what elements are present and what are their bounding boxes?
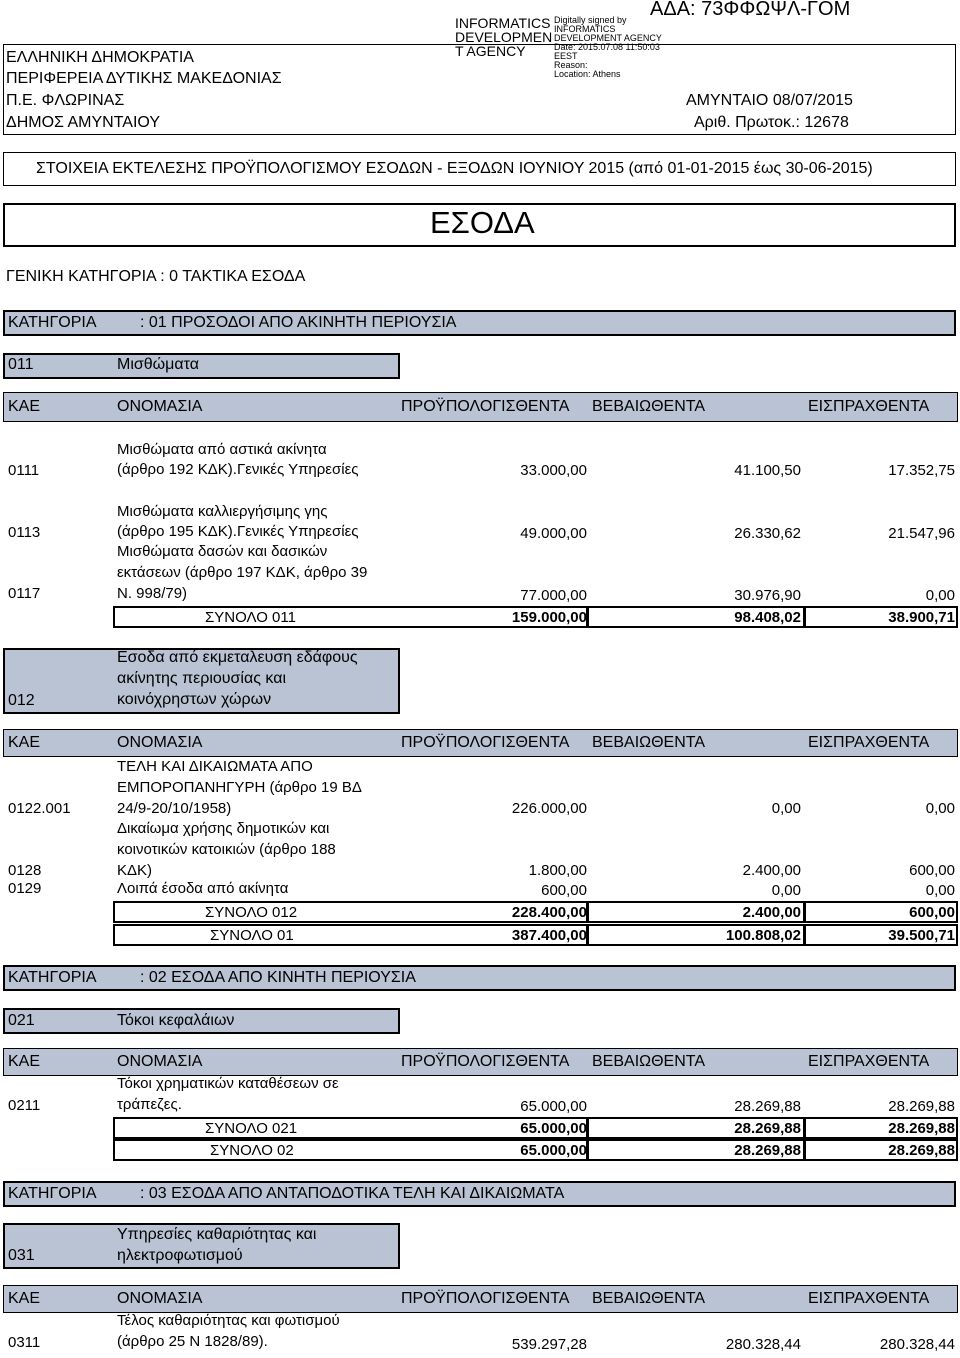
- col-budgeted: ΠΡΟΫΠΟΛΟΓΙΣΘΕΝΤΑ: [401, 1053, 570, 1070]
- subtotal-collected: 38.900,71: [888, 609, 955, 626]
- group-011-name: Μισθώματα: [117, 356, 199, 373]
- col-budgeted: ΠΡΟΫΠΟΛΟΓΙΣΘΕΝΤΑ: [401, 734, 570, 751]
- category-02-title: : 02 ΕΣΟΔΑ ΑΠΟ ΚΙΝΗΤΗ ΠΕΡΙΟΥΣΙΑ: [140, 969, 416, 986]
- col-certified: ΒΕΒΑΙΩΘΕΝΤΑ: [592, 1053, 706, 1070]
- row-name: τράπεζες.: [117, 1096, 182, 1113]
- col-kae: ΚΑΕ: [8, 1053, 41, 1070]
- row-certified: 0,00: [771, 800, 801, 817]
- subtotal-label: ΣΥΝΟΛΟ 021: [205, 1120, 298, 1137]
- row-name: Μισθώματα από αστικά ακίνητα: [117, 441, 327, 458]
- subtotal-label: ΣΥΝΟΛΟ 011: [205, 609, 296, 626]
- col-certified: ΒΕΒΑΙΩΘΕΝΤΑ: [592, 398, 706, 415]
- row-budgeted: 33.000,00: [520, 462, 587, 479]
- signer-org-line: T AGENCY: [455, 43, 526, 59]
- row-budgeted: 49.000,00: [520, 525, 587, 542]
- col-budgeted: ΠΡΟΫΠΟΛΟΓΙΣΘΕΝΤΑ: [401, 398, 570, 415]
- group-021-name: Τόκοι κεφαλάιων: [117, 1012, 235, 1029]
- category-total-label: ΣΥΝΟΛΟ 02: [210, 1142, 294, 1159]
- row-kae: 0122.001: [8, 800, 71, 817]
- group-012-code: 012: [8, 692, 35, 709]
- row-collected: 21.547,96: [888, 525, 955, 542]
- group-031-name: Υπηρεσίες καθαριότητας και: [117, 1226, 317, 1243]
- row-budgeted: 600,00: [541, 882, 587, 899]
- category-label: ΚΑΤΗΓΟΡΙΑ: [8, 1185, 97, 1202]
- subtotal-budgeted: 228.400,00: [511, 904, 587, 921]
- row-name: ΚΔΚ): [117, 862, 153, 879]
- row-kae: 0113: [8, 524, 41, 541]
- row-certified: 26.330,62: [734, 525, 801, 542]
- subtotal-budgeted: 159.000,00: [511, 609, 587, 626]
- subtotal-certified: 28.269,88: [734, 1120, 801, 1137]
- row-name: Λοιπά έσοδα από ακίνητα: [117, 880, 289, 897]
- category-label: ΚΑΤΗΓΟΡΙΑ: [8, 314, 97, 331]
- row-name: ΤΕΛΗ ΚΑΙ ΔΙΚΑΙΩΜΑΤΑ ΑΠΟ: [117, 758, 313, 775]
- signature-line: INFORMATICS: [554, 24, 616, 34]
- row-name: (άρθρο 195 ΚΔΚ).Γενικές Υπηρεσίες: [117, 523, 359, 540]
- row-kae: 0128: [8, 862, 42, 879]
- group-011-box: [3, 353, 400, 379]
- col-collected: ΕΙΣΠΡΑΧΘΕΝΤΑ: [808, 1053, 930, 1070]
- row-budgeted: 539.297,28: [511, 1336, 587, 1353]
- group-031-code: 031: [8, 1247, 35, 1264]
- group-012-name: κοινόχρηστων χώρων: [117, 691, 272, 708]
- general-category: ΓΕΝΙΚΗ ΚΑΤΗΓΟΡΙΑ : 0 ΤΑΚΤΙΚΑ ΕΣΟΔΑ: [6, 268, 306, 285]
- row-collected: 0,00: [925, 882, 955, 899]
- signature-line: Reason:: [554, 60, 588, 70]
- row-collected: 0,00: [925, 587, 955, 604]
- col-collected: ΕΙΣΠΡΑΧΘΕΝΤΑ: [808, 734, 930, 751]
- row-kae: 0311: [8, 1334, 41, 1351]
- category-03-title: : 03 ΕΣΟΔΑ ΑΠΟ ΑΝΤΑΠΟΔΟΤΙΚΑ ΤΕΛΗ ΚΑΙ ΔΙΚΑΙΩΜΑΤΑ: [140, 1185, 565, 1202]
- signature-line: Location: Athens: [554, 69, 621, 79]
- row-name: Μισθώματα δασών και δασικών: [117, 543, 328, 560]
- subtotal-collected: 600,00: [909, 904, 955, 921]
- row-budgeted: 65.000,00: [520, 1098, 587, 1115]
- signature-line: Digitally signed by: [554, 15, 627, 25]
- section-title: ΕΣΟΔΑ: [430, 205, 535, 240]
- col-budgeted: ΠΡΟΫΠΟΛΟΓΙΣΘΕΝΤΑ: [401, 1290, 570, 1307]
- header-line-2: ΠΕΡΙΦΕΡΕΙΑ ΔΥΤΙΚΗΣ ΜΑΚΕΔΟΝΙΑΣ: [6, 70, 282, 87]
- subtotal-budgeted: 65.000,00: [520, 1120, 587, 1137]
- signer-org-line: INFORMATICS: [455, 15, 551, 31]
- group-031-name: ηλεκτροφωτισμού: [117, 1247, 243, 1264]
- row-kae: 0117: [8, 585, 41, 602]
- header-line-3: Π.Ε. ΦΛΩΡΙΝΑΣ: [6, 92, 125, 109]
- col-collected: ΕΙΣΠΡΑΧΘΕΝΤΑ: [808, 398, 930, 415]
- category-label: ΚΑΤΗΓΟΡΙΑ: [8, 969, 97, 986]
- row-name: Ν. 998/79): [117, 585, 188, 602]
- protocol-number: Αριθ. Πρωτοκ.: 12678: [694, 114, 849, 131]
- col-certified: ΒΕΒΑΙΩΘΕΝΤΑ: [592, 734, 706, 751]
- row-certified: 30.976,90: [734, 587, 801, 604]
- category-total-collected: 28.269,88: [888, 1142, 955, 1159]
- row-kae: 0211: [8, 1097, 41, 1114]
- place-date: ΑΜΥΝΤΑΙΟ 08/07/2015: [686, 92, 853, 109]
- subtotal-label: ΣΥΝΟΛΟ 012: [205, 904, 298, 921]
- subtotal-certified: 2.400,00: [742, 904, 801, 921]
- group-012-name: Εσοδα από εκμεταλευση εδάφους: [117, 649, 358, 666]
- signer-org-line: DEVELOPMEN: [455, 29, 553, 45]
- group-011-code: 011: [8, 356, 34, 373]
- row-collected: 280.328,44: [879, 1336, 955, 1353]
- row-budgeted: 226.000,00: [511, 800, 587, 817]
- col-name: ΟΝΟΜΑΣΙΑ: [117, 1290, 203, 1307]
- group-021-code: 021: [8, 1012, 35, 1029]
- signature-line: DEVELOPMENT AGENCY: [554, 33, 662, 43]
- ada-code: ΑΔΑ: 73ΦΦΩΨΛ-ΓΟΜ: [650, 0, 851, 20]
- group-012-name: ακίνητης περιουσίας και: [117, 670, 286, 687]
- row-collected: 600,00: [909, 862, 955, 879]
- category-01-title: : 01 ΠΡΟΣΟΔΟΙ ΑΠΟ ΑΚΙΝΗΤΗ ΠΕΡΙΟΥΣΙΑ: [140, 314, 457, 331]
- row-name: (άρθρο 192 ΚΔΚ).Γενικές Υπηρεσίες: [117, 461, 359, 478]
- row-name: 24/9-20/10/1958): [117, 800, 232, 817]
- row-name: εκτάσεων (άρθρο 197 ΚΔΚ, άρθρο 39: [117, 564, 368, 581]
- col-collected: ΕΙΣΠΡΑΧΘΕΝΤΑ: [808, 1290, 930, 1307]
- report-title: ΣΤΟΙΧΕΙΑ ΕΚΤΕΛΕΣΗΣ ΠΡΟΫΠΟΛΟΓΙΣΜΟΥ ΕΣΟΔΩΝ - ΕΞΟΔΩΝ ΙΟΥΝΙΟΥ 2015 (από 01-01-2015 έως 30-06-2015): [36, 160, 873, 177]
- row-certified: 28.269,88: [734, 1098, 801, 1115]
- row-name: Μισθώματα καλλιεργήσιμης γης: [117, 503, 328, 520]
- header-line-1: ΕΛΛΗΝΙΚΗ ΔΗΜΟΚΡΑΤΙΑ: [6, 49, 194, 66]
- row-budgeted: 1.800,00: [528, 862, 587, 879]
- row-name: Τόκοι χρηματικών καταθέσεων σε: [117, 1075, 339, 1092]
- row-certified: 2.400,00: [742, 862, 801, 879]
- row-certified: 0,00: [771, 882, 801, 899]
- col-kae: ΚΑΕ: [8, 1290, 41, 1307]
- subtotal-certified: 98.408,02: [734, 609, 801, 626]
- category-total-certified: 28.269,88: [734, 1142, 801, 1159]
- header-line-4: ΔΗΜΟΣ ΑΜΥΝΤΑΙΟΥ: [6, 114, 160, 131]
- col-kae: ΚΑΕ: [8, 734, 41, 751]
- col-name: ΟΝΟΜΑΣΙΑ: [117, 734, 203, 751]
- row-name: Δικαίωμα χρήσης δημοτικών και: [117, 820, 330, 837]
- category-total-label: ΣΥΝΟΛΟ 01: [210, 927, 294, 944]
- category-total-collected: 39.500,71: [888, 927, 955, 944]
- row-name: (άρθρο 25 Ν 1828/89).: [117, 1333, 268, 1350]
- col-certified: ΒΕΒΑΙΩΘΕΝΤΑ: [592, 1290, 706, 1307]
- row-certified: 280.328,44: [725, 1336, 801, 1353]
- col-name: ΟΝΟΜΑΣΙΑ: [117, 398, 203, 415]
- row-collected: 0,00: [925, 800, 955, 817]
- col-kae: ΚΑΕ: [8, 398, 41, 415]
- col-name: ΟΝΟΜΑΣΙΑ: [117, 1053, 203, 1070]
- category-total-budgeted: 387.400,00: [511, 927, 587, 944]
- row-name: ΕΜΠΟΡΟΠΑΝΗΓΥΡΗ (άρθρο 19 ΒΔ: [117, 779, 362, 796]
- signature-line: Date: 2015.07.08 11:50:03: [554, 42, 660, 52]
- row-budgeted: 77.000,00: [520, 587, 587, 604]
- row-kae: 0129: [8, 880, 42, 897]
- row-collected: 17.352,75: [888, 462, 955, 479]
- category-total-budgeted: 65.000,00: [520, 1142, 587, 1159]
- subtotal-collected: 28.269,88: [888, 1120, 955, 1137]
- category-total-certified: 100.808,02: [725, 927, 801, 944]
- row-collected: 28.269,88: [888, 1098, 955, 1115]
- row-name: Τέλος καθαριότητας και φωτισμού: [117, 1312, 340, 1329]
- signature-line: EEST: [554, 51, 578, 61]
- row-kae: 0111: [8, 462, 40, 479]
- row-certified: 41.100,50: [734, 462, 801, 479]
- row-name: κοινοτικών κατοικιών (άρθρο 188: [117, 841, 336, 858]
